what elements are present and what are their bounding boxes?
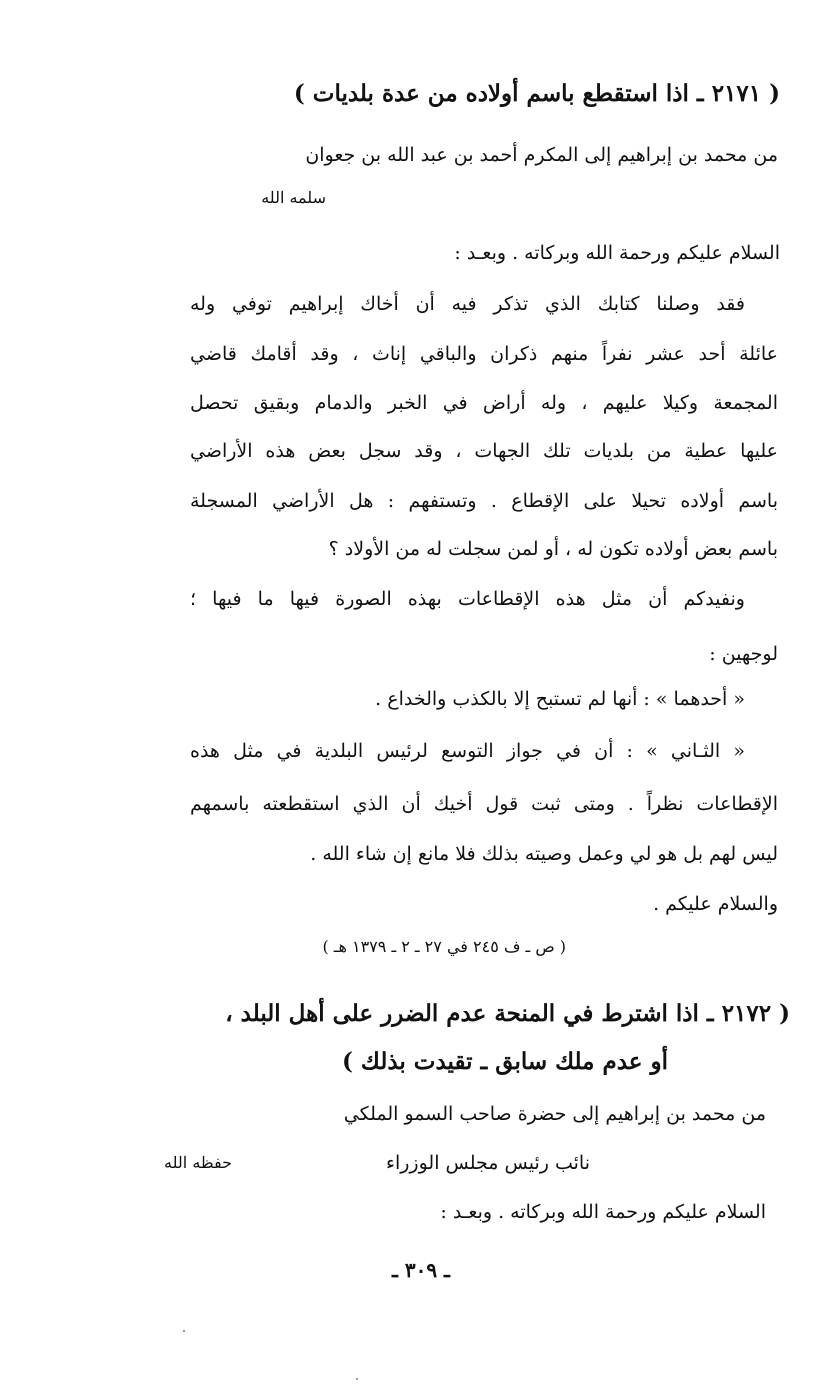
- page-number: ـ ٣٠٩ ـ: [392, 1258, 450, 1282]
- body-line: باسم أولاده تحيلا على الإقطاع . وتستفهم : هل الأراضي المسجلة: [190, 490, 778, 512]
- body-line: فقد وصلنا كتابك الذي تذكر فيه أن أخاك إبراهيم توفي وله: [190, 293, 745, 315]
- recipient-title: نائب رئيس مجلس الوزراء: [386, 1152, 590, 1174]
- greeting: السلام عليكم ورحمة الله وبركاته . وبعـد :: [454, 242, 780, 264]
- section-2172-heading-line2: أو عدم ملك سابق ـ تقيدت بذلك ): [342, 1048, 668, 1075]
- recipient-blessing: حفظه الله: [164, 1153, 232, 1172]
- sender-line: من محمد بن إبراهيم إلى حضرة صاحب السمو الملكي: [343, 1103, 766, 1125]
- body-line: باسم بعض أولاده تكون له ، أو لمن سجلت له من الأولاد ؟: [328, 538, 778, 560]
- body-line: الإقطاعات نظراً . ومتى ثبت قول أخيك أن الذي استقطعته باسمهم: [190, 793, 778, 815]
- section-2171-heading: ( ٢١٧١ ـ اذا استقطع باسم أولاده من عدة بلديات ): [293, 80, 780, 107]
- section-2172-heading-line1: ( ٢١٧٢ ـ اذا اشترط في المنحة عدم الضرر على أهل البلد ،: [225, 1000, 790, 1027]
- sender-line: من محمد بن إبراهيم إلى المكرم أحمد بن عبد الله بن جعوان: [305, 144, 778, 166]
- scan-speck: [183, 1330, 185, 1332]
- sender-blessing: سلمه الله: [261, 188, 326, 207]
- greeting: السلام عليكم ورحمة الله وبركاته . وبعـد :: [440, 1201, 766, 1223]
- body-line: ليس لهم بل هو لي وعمل وصيته بذلك فلا مانع إن شاء الله .: [310, 843, 778, 865]
- body-line: لوجهين :: [709, 643, 778, 665]
- scan-speck: [356, 1378, 358, 1380]
- body-line: عائلة أحد عشر نفراً منهم ذكران والباقي إناث ، وقد أقامك قاضي: [190, 343, 778, 365]
- body-line: « أحدهما » : أنها لم تستبح إلا بالكذب والخداع .: [375, 688, 745, 710]
- body-line: والسلام عليكم .: [653, 893, 778, 915]
- body-line: « الثـاني » : أن في جواز التوسع لرئيس البلدية في مثل هذه: [190, 740, 745, 762]
- reference-citation: ( ص ـ ف ٢٤٥ في ٢٧ ـ ٢ ـ ١٣٧٩ هـ ): [322, 937, 566, 956]
- body-line: المجمعة وكيلا عليهم ، وله أراض في الخبر والدمام وبقيق تحصل: [190, 392, 778, 414]
- body-line: عليها عطية من بلديات تلك الجهات ، وقد سجل بعض هذه الأراضي: [190, 440, 778, 462]
- body-line: ونفيدكم أن مثل هذه الإقطاعات بهذه الصورة فيها ما فيها ؛: [190, 588, 745, 610]
